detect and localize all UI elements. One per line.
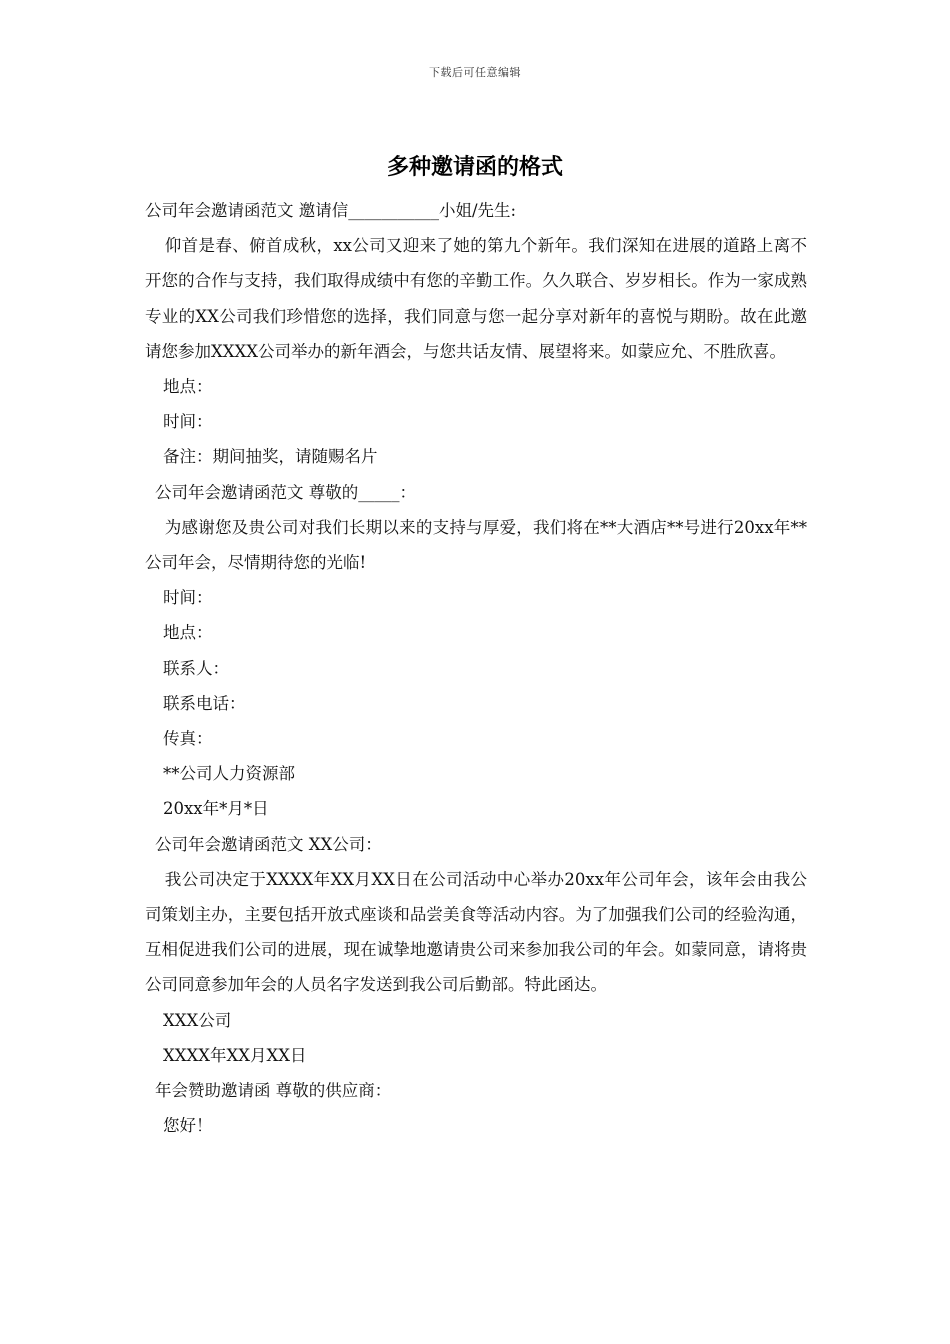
section4-greeting: 您好！ — [163, 1116, 213, 1136]
section1-place: 地点： — [163, 377, 213, 397]
section1-paragraph: 仰首是春、俯首成秋，xx公司又迎来了她的第九个新年。我们深知在进展的道路上离不开您的合作与支持，我们取得成绩中有您的辛勤工作。久久联合、岁岁相长。作为一家成熟专业的XX公司我们珍惜您的选择，我们同意与您一起分享对新年的喜悦与期盼。故在此邀请您参加XXXX公司举办的新年酒会，与您共话友情、展望将来。如蒙应允、不胜欣喜。 — [145, 236, 807, 361]
section3-date: XXXX年XX月XX日 — [163, 1045, 307, 1065]
section2-date: 20xx年*月*日 — [163, 799, 269, 819]
section2-time: 时间： — [163, 588, 213, 608]
section4-heading: 年会赞助邀请函 尊敬的供应商： — [155, 1081, 392, 1101]
section1-time: 时间： — [163, 412, 213, 432]
section3-heading: 公司年会邀请函范文 XX公司： — [155, 834, 382, 854]
section2-department: **公司人力资源部 — [163, 764, 295, 784]
section2-fax: 传真： — [163, 729, 213, 749]
section3-paragraph: 我公司决定于XXXX年XX月XX日在公司活动中心举办20xx年公司年会，该年会由我公司策划主办，主要包括开放式座谈和品尝美食等活动内容。为了加强我们公司的经验沟通，互相促进我们公司的进展，现在诚挚地邀请贵公司来参加我公司的年会。如蒙同意，请将贵公司同意参加年会的人员名字发送到我公司后勤部。特此函达。 — [145, 869, 807, 995]
section1-heading: 公司年会邀请函范文 邀请信___________小姐/先生: — [145, 201, 517, 220]
section2-paragraph: 为感谢您及贵公司对我们长期以来的支持与厚爱，我们将在**大酒店**号进行20xx年**公司年会，尽情期待您的光临! — [145, 517, 807, 573]
section2-place: 地点： — [163, 623, 213, 643]
section2-phone: 联系电话： — [163, 693, 246, 713]
document-body — [145, 193, 807, 1143]
section2-heading: 公司年会邀请函范文 尊敬的_____： — [155, 482, 416, 502]
section1-remark: 备注：期间抽奖，请随赐名片 — [163, 447, 378, 467]
section3-company: XXX公司 — [163, 1010, 232, 1030]
document-title: 多种邀请函的格式 — [386, 154, 563, 180]
section2-contact: 联系人： — [163, 658, 229, 678]
page-header-note: 下载后可任意编辑 — [429, 66, 521, 79]
